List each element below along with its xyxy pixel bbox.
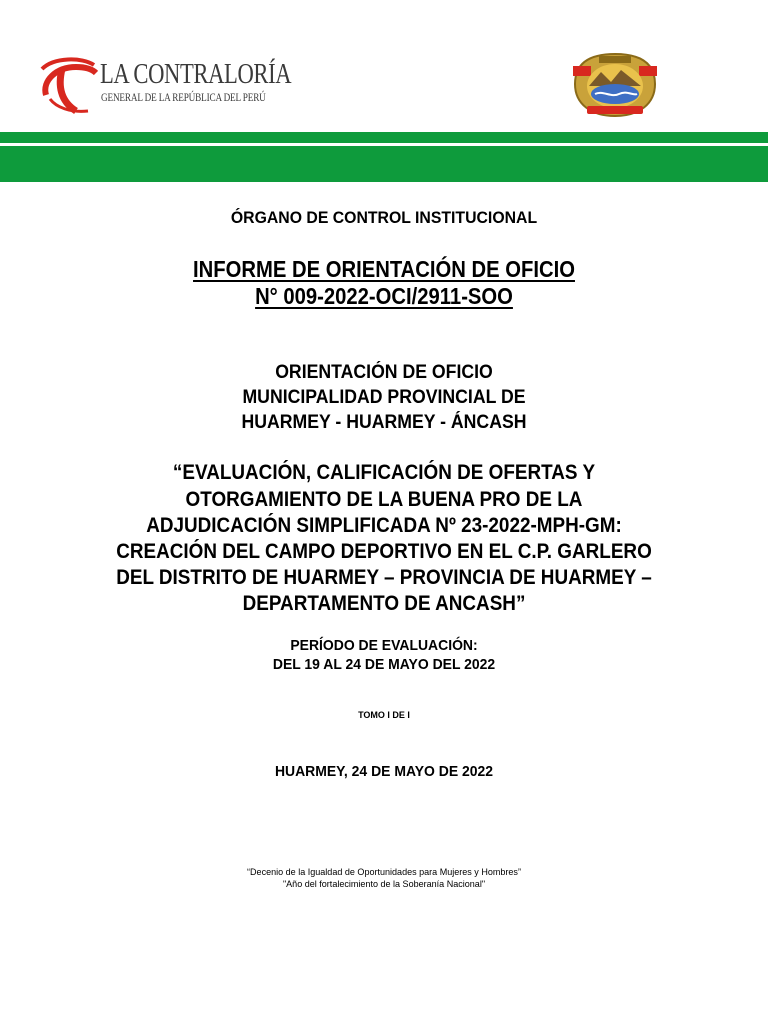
subject-line-2: MUNICIPALIDAD PROVINCIAL DE [242,387,526,408]
title-line-5: DEL DISTRITO DE HUARMEY – PROVINCIA DE HUARMEY – [116,566,652,589]
footer-motto-1: “Decenio de la Igualdad de Oportunidades para Mujeres y Hombres” [247,867,521,878]
logo-title: LA CONTRALORÍA [100,58,292,90]
period-value: DEL 19 AL 24 DE MAYO DEL 2022 [272,656,496,673]
logo-subtitle: GENERAL DE LA REPÚBLICA DEL PERÚ [101,92,266,104]
place-date: HUARMEY, 24 DE MAYO DE 2022 [274,763,494,780]
title-line-1: “EVALUACIÓN, CALIFICACIÓN DE OFERTAS Y [172,461,596,484]
footer-motto-2: "Año del fortalecimiento de la Soberanía Nacional" [282,879,486,890]
green-band-thin [0,132,768,143]
organ-heading: ÓRGANO DE CONTROL INSTITUCIONAL [230,208,538,227]
title-line-3: ADJUDICACIÓN SIMPLIFICADA Nº 23-2022-MPH-GM: [146,514,622,537]
report-number: N° 009-2022-OCI/2911-SOO [255,283,513,309]
subject-line-1: ORIENTACIÓN DE OFICIO [275,362,493,383]
report-title-line-1: INFORME DE ORIENTACIÓN DE OFICIO [193,256,575,282]
page-header [0,0,768,132]
contraloria-emblem-icon [36,55,100,117]
period-label: PERÍODO DE EVALUACIÓN: [290,637,478,654]
title-line-2: OTORGAMIENTO DE LA BUENA PRO DE LA [185,488,583,511]
title-line-6: DEPARTAMENTO DE ANCASH” [242,592,526,615]
municipal-seal-icon [571,50,659,120]
volume-label: TOMO I DE I [358,710,410,720]
contraloria-logo [36,55,292,117]
title-line-4: CREACIÓN DEL CAMPO DEPORTIVO EN EL C.P. GARLERO [116,540,652,563]
subject-line-3: HUARMEY - HUARMEY - ÁNCASH [241,412,527,433]
green-band-thick [0,146,768,182]
